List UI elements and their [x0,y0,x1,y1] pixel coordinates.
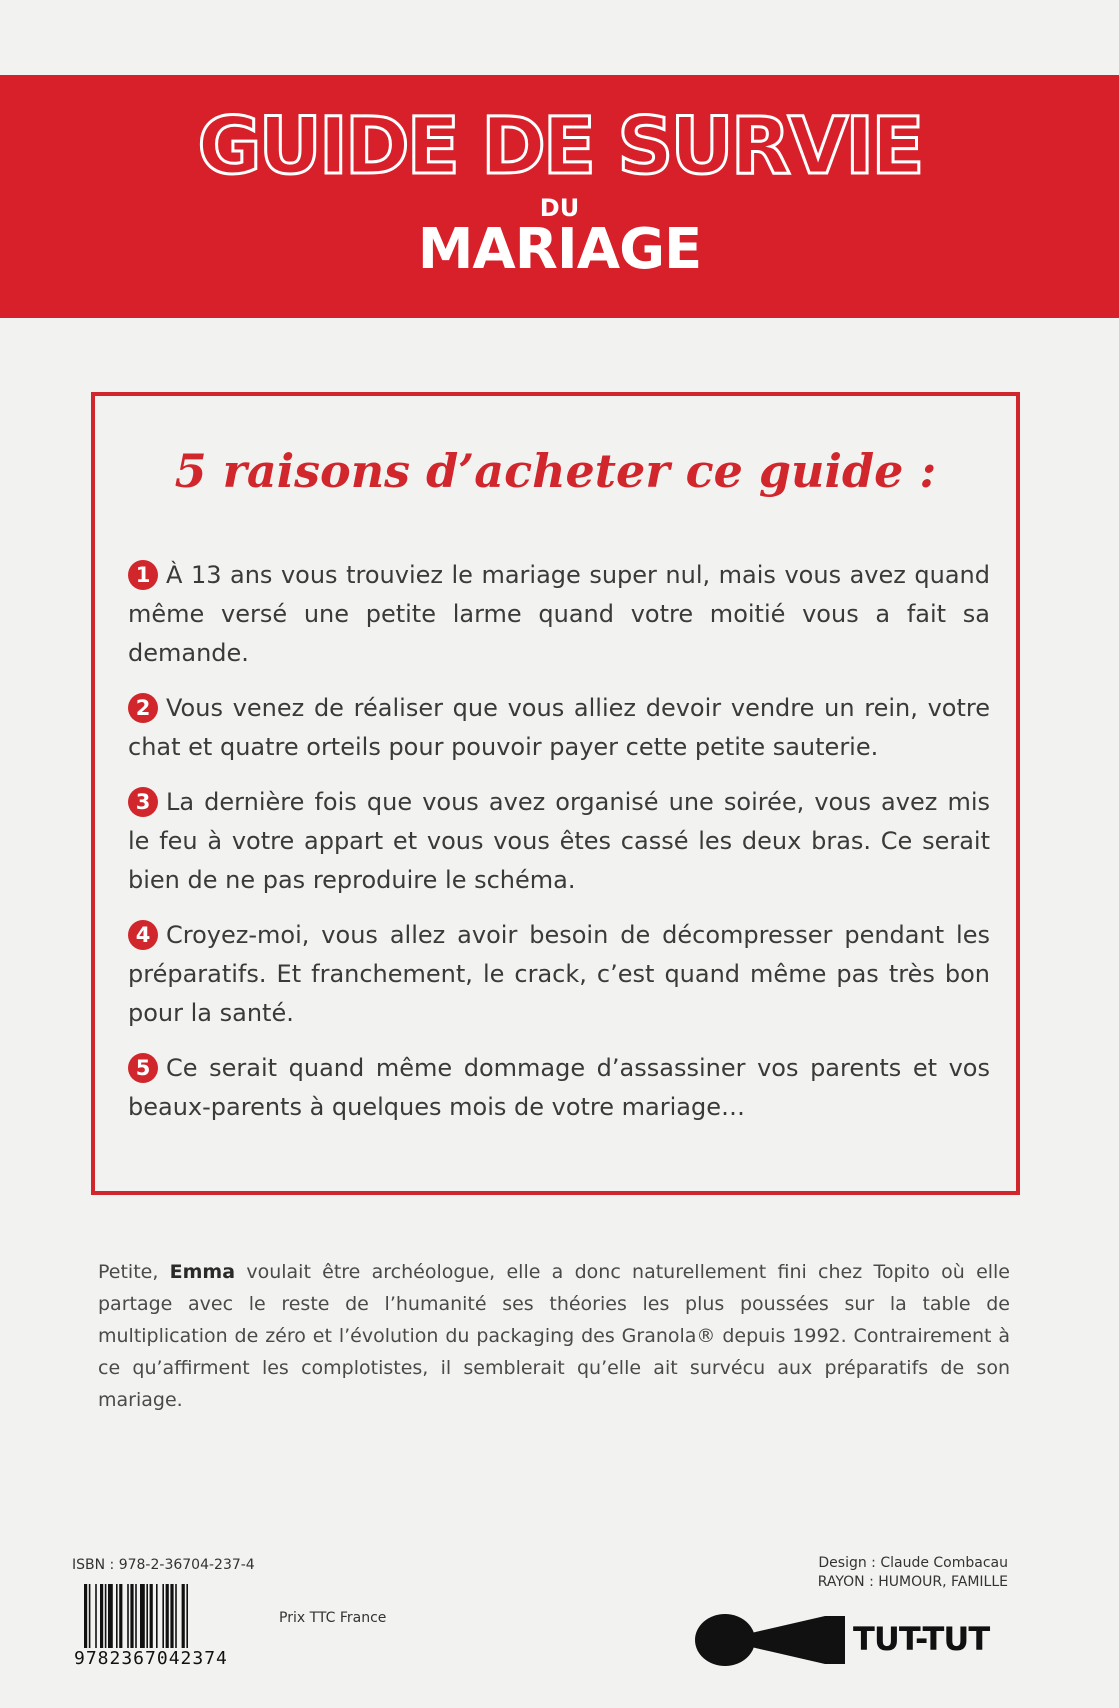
horn-icon [695,1610,845,1670]
reasons-list [128,556,990,1143]
reason-item [128,556,990,673]
reasons-box [91,392,1020,1195]
reason-item [128,783,990,900]
rayon-label: RAYON : HUMOUR, FAMILLE [817,1574,1008,1590]
book-title-connector: DU [539,194,580,222]
publisher-logo: TUT-TUT [853,1620,990,1658]
bio-prefix: Petite, [98,1261,170,1283]
reason-text: La dernière fois que vous avez organisé une soirée, vous avez mis le feu à votre appart et vous vous êtes cassé les deux bras. Ce serait bien de ne pas reproduire le schéma. [128,788,990,894]
reason-item [128,1049,990,1127]
design-credit: Design : Claude Combacau [818,1555,1008,1571]
reason-number-badge: 1 [128,560,158,590]
book-subtitle: MARIAGE [417,217,702,282]
reason-item [128,916,990,1033]
reason-number-badge: 3 [128,787,158,817]
author-bio [98,1256,1010,1416]
author-name: Emma [169,1261,236,1283]
reason-item [128,689,990,767]
credits [818,1554,1008,1592]
reason-text: Ce serait quand même dommage d’assassiner vos parents et vos beaux-parents à quelques mois de votre mariage… [128,1054,990,1121]
reason-number-badge: 4 [128,920,158,950]
book-title: GUIDE DE SURVIE [197,102,922,192]
barcode-number: 9782367042374 [74,1648,228,1669]
reason-number-badge: 5 [128,1053,158,1083]
reasons-heading: 5 raisons d’acheter ce guide : [174,444,937,498]
price-label: Prix TTC France [279,1610,387,1626]
reason-number-badge: 2 [128,693,158,723]
reason-text: À 13 ans vous trouviez le mariage super nul, mais vous avez quand même versé une petite larme quand votre moitié vous a fait sa demande. [128,561,990,667]
reason-text: Vous venez de réaliser que vous alliez devoir vendre un rein, votre chat et quatre orteils pour pouvoir payer cette petite sauterie. [128,694,990,761]
isbn: ISBN : 978-2-36704-237-4 [72,1557,255,1573]
reason-text: Croyez-moi, vous allez avoir besoin de décompresser pendant les préparatifs. Et franchement, le crack, c’est quand même pas très bon pour la santé. [128,921,990,1027]
bio-text: voulait être archéologue, elle a donc naturellement fini chez Topito où elle partage avec le reste de l’humanité ses théories les plus poussées sur la table de multiplication de zéro et l’évolution du packaging des Granola® depuis 1992. Contrairement à ce qu’affirment les complotistes, il semblerait qu’elle ait survécu aux préparatifs de son mariage. [98,1261,1010,1411]
